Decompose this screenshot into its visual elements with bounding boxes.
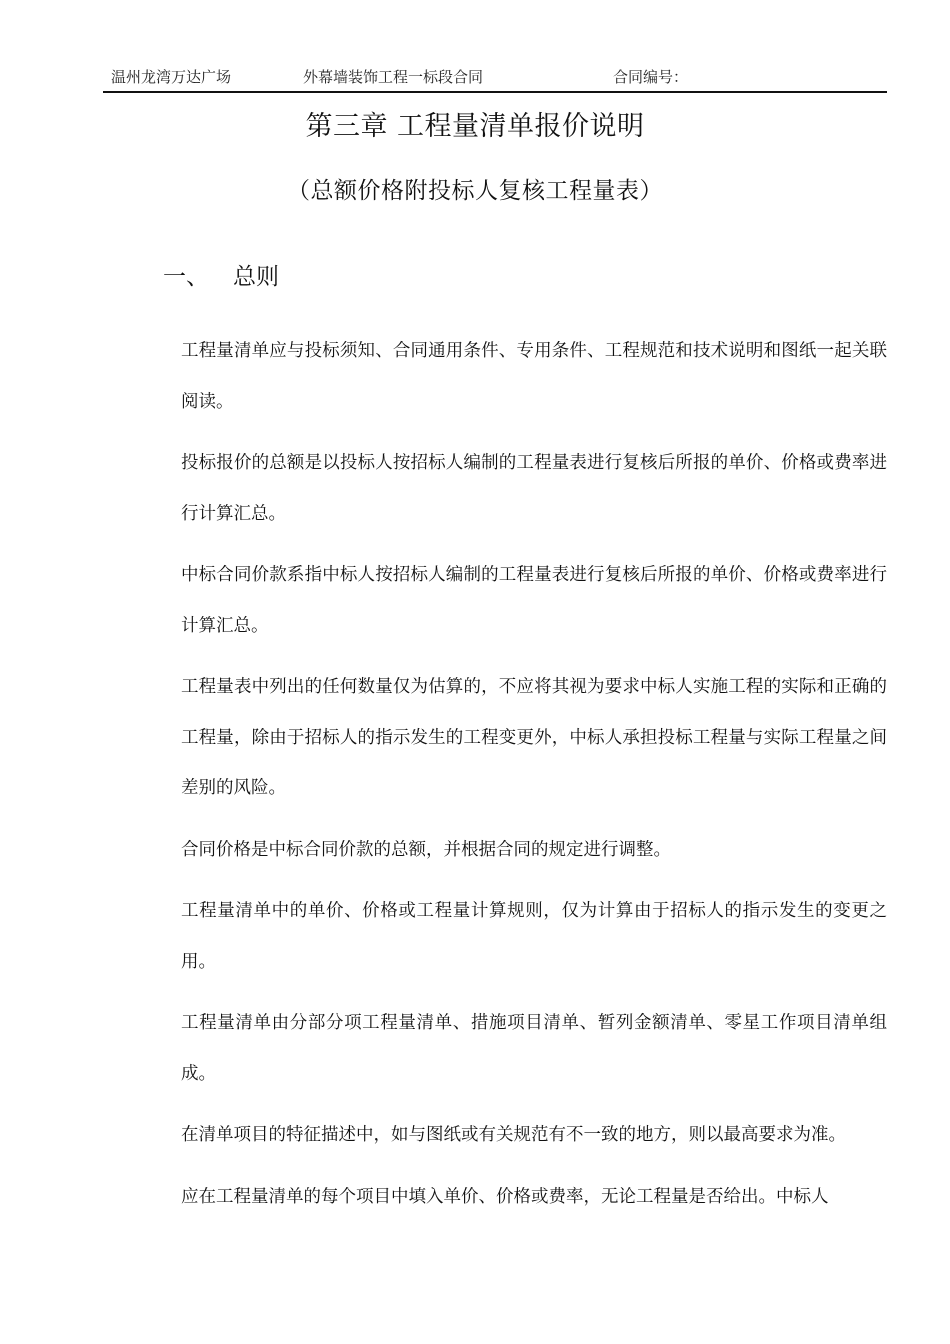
page-header [103, 64, 886, 92]
paragraph: 合同价格是中标合同价款的总额，并根据合同的规定进行调整。 [181, 839, 671, 860]
header-contract-number: 合同编号： [613, 68, 689, 86]
paragraph: 在清单项目的特征描述中，如与图纸或有关规范有不一致的地方，则以最高要求为准。 [181, 1125, 846, 1145]
paragraph: 工程量清单中的单价、价格或工程量计算规则，仅为计算由于招标人的指示发生的变更之用。 [181, 901, 887, 972]
paragraph: 应在工程量清单的每个项目中填入单价、价格或费率，无论工程量是否给出。中标人 [181, 1186, 829, 1207]
header-divider [103, 91, 887, 93]
paragraph: 工程量清单由分部分项工程量清单、措施项目清单、暂列金额清单、零星工作项目清单组成。 [181, 1013, 887, 1084]
paragraph: 工程量清单应与投标须知、合同通用条件、专用条件、工程规范和技术说明和图纸一起关联阅读。 [181, 341, 887, 412]
header-contract-name: 外幕墙装饰工程一标段合同 [303, 68, 484, 86]
chapter-title: 第三章 工程量清单报价说明 [305, 111, 645, 142]
paragraph: 中标合同价款系指中标人按招标人编制的工程量表进行复核后所报的单价、价格或费率进行计算汇总。 [181, 565, 887, 636]
section-heading [163, 258, 279, 291]
paragraph: 投标报价的总额是以投标人按招标人编制的工程量表进行复核后所报的单价、价格或费率进行计算汇总。 [181, 453, 887, 524]
paragraph: 工程量表中列出的任何数量仅为估算的，不应将其视为要求中标人实施工程的实际和正确的工程量，除由于招标人的指示发生的工程变更外，中标人承担投标工程量与实际工程量之间差别的风险。 [181, 677, 887, 798]
body-text [181, 326, 887, 1233]
header-project-name: 温州龙湾万达广场 [111, 68, 232, 86]
section-title: 总则 [233, 264, 279, 290]
section-number: 一、 [163, 264, 209, 290]
chapter-subtitle: （总额价格附投标人复核工程量表） [287, 178, 663, 204]
